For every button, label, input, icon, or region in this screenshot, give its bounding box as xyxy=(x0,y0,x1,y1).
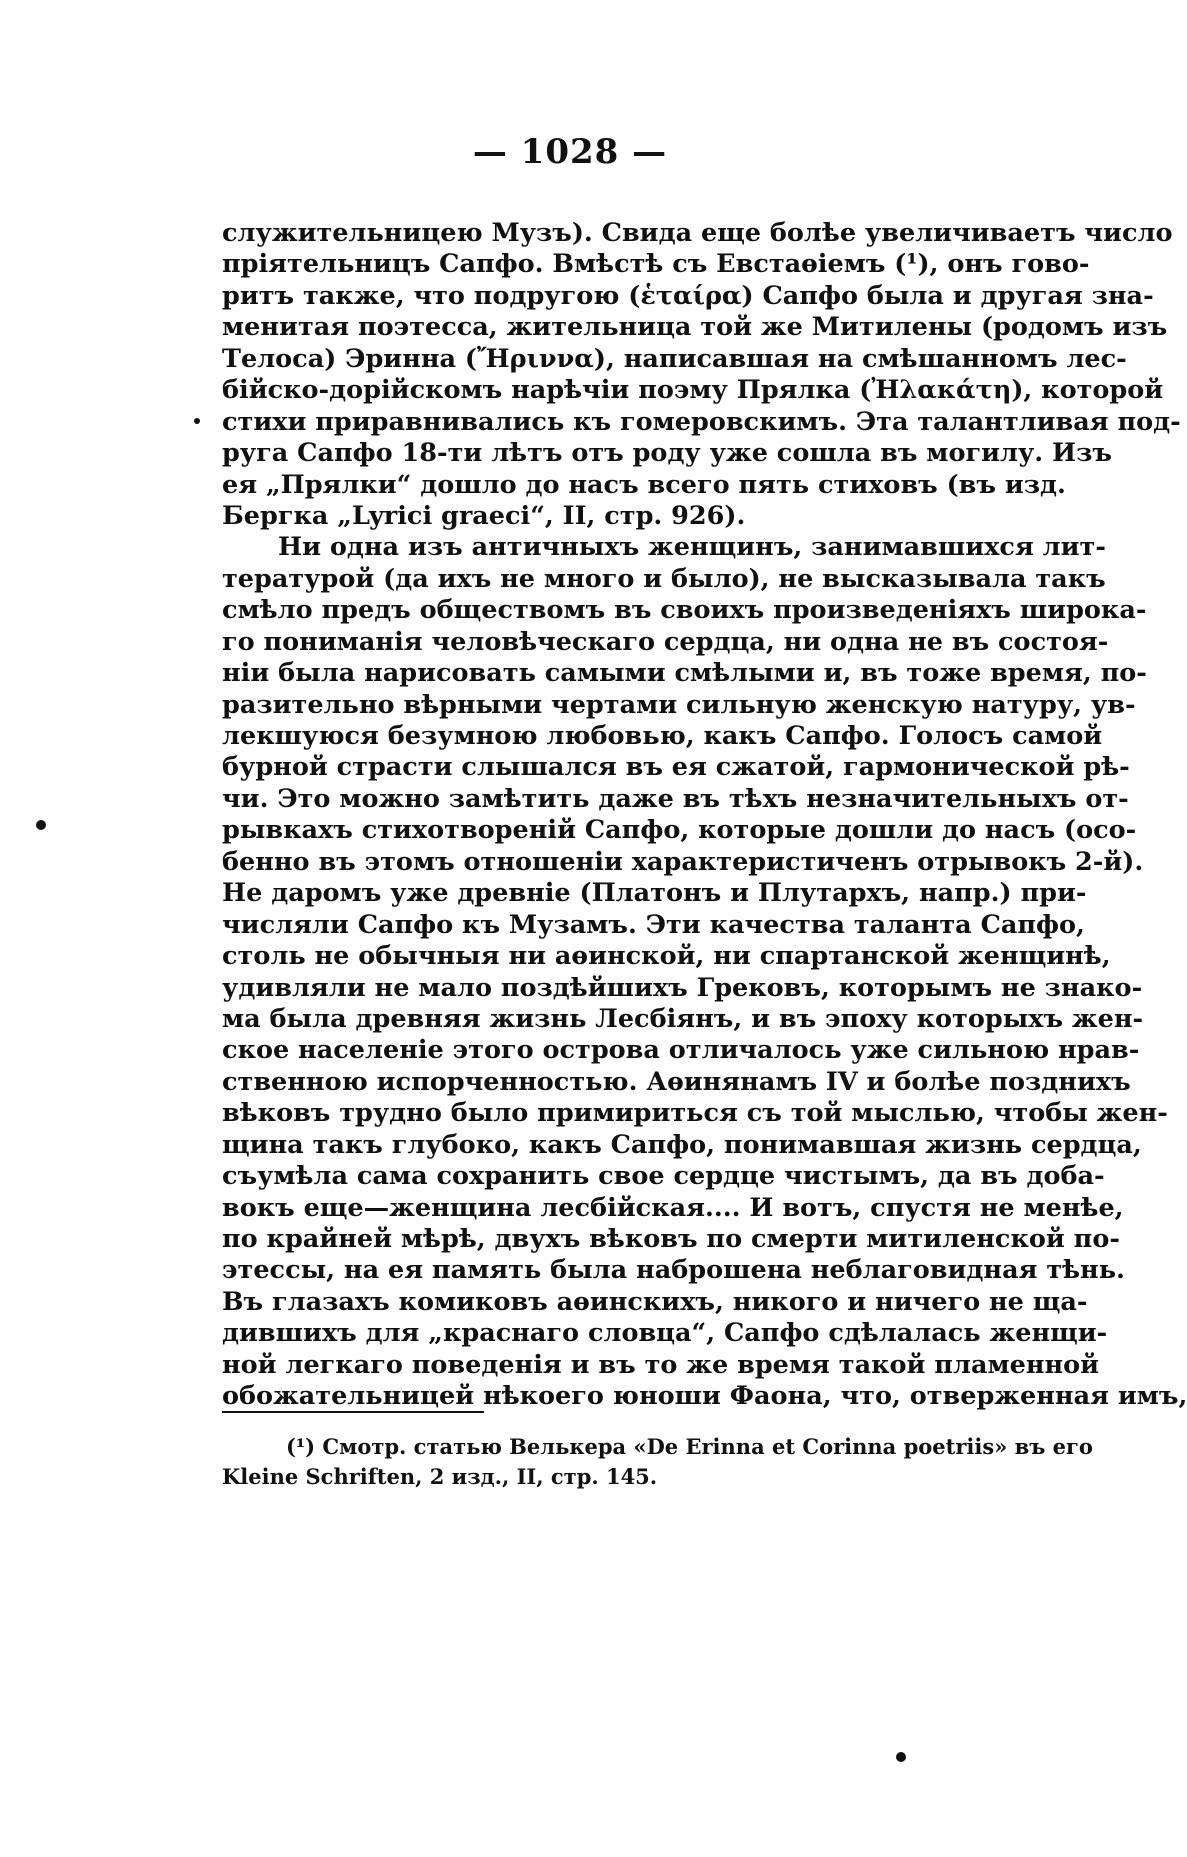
text-line: тературой (да ихъ не много и было), не высказывала такъ xyxy=(222,563,1106,594)
text-line: Телоса) Эринна (Ἤριννα), написавшая на смѣшанномъ лес- xyxy=(222,343,1127,374)
margin-speck xyxy=(896,1752,906,1762)
text-line: ніи была нарисовать самыми смѣлыми и, въ тоже время, по- xyxy=(222,658,1147,689)
text-line: менитая поэтесса, жительница той же Митилены (родомъ изъ xyxy=(222,312,1168,343)
text-line: съумѣла сама сохранить свое сердце чистымъ, да въ доба- xyxy=(222,1161,1105,1192)
footnote-line: (¹) Смотр. статью Велькера «De Erinna et Corinna poetriis» въ его xyxy=(286,1434,1093,1459)
text-line: бенно въ этомъ отношеніи характеристиченъ отрывокъ 2-й). xyxy=(222,846,1144,877)
text-line: стихи приравнивались къ гомеровскимъ. Эта талантливая под- xyxy=(222,406,1181,437)
footnote xyxy=(222,1432,1093,1492)
text-line: ственною испорченностью. Аѳинянамъ IV и болѣе позднихъ xyxy=(222,1066,1131,1097)
text-line: Не даромъ уже древніе (Платонъ и Плутархъ, напр.) при- xyxy=(222,878,1087,909)
text-line: столь не обычныя ни аѳинской, ни спартанской женщинѣ, xyxy=(222,941,1111,972)
text-line: ское населеніе этого острова отличалось уже сильною нрав- xyxy=(222,1035,1140,1066)
text-line: Въ глазахъ комиковъ аѳинскихъ, никого и ничего не ща- xyxy=(222,1286,1088,1317)
footnote-divider xyxy=(222,1411,484,1413)
text-line: бурной страсти слышался въ ея сжатой, гармонической рѣ- xyxy=(222,752,1130,783)
text-line: вѣковъ трудно было примириться съ той мыслью, чтобы жен- xyxy=(222,1098,1168,1129)
text-line: лекшуюся безумною любовью, какъ Сапфо. Голосъ самой xyxy=(222,721,1103,751)
text-line: руга Сапфо 18-ти лѣтъ отъ роду уже сошла въ могилу. Изъ xyxy=(222,438,1112,469)
text-line: дившихъ для „краснаго словца“, Сапфо сдѣлалась женщи- xyxy=(222,1318,1108,1349)
page-number: — 1028 — xyxy=(472,132,668,172)
text-line: бійско-дорійскомъ нарѣчіи поэму Прялка (Ἠλακάτη), которой xyxy=(222,375,1164,406)
paragraph-start-line: Ни одна изъ античныхъ женщинъ, занимавшихся лит- xyxy=(278,532,1106,563)
margin-speck xyxy=(36,820,46,830)
text-line: ма была древняя жизнь Лесбіянъ, и въ эпоху которыхъ жен- xyxy=(222,1003,1144,1034)
text-line: го пониманія человѣческаго сердца, ни одна не въ состоя- xyxy=(222,626,1109,657)
text-line: разительно вѣрными чертами сильную женскую натуру, ув- xyxy=(222,689,1136,720)
body-text xyxy=(222,218,1187,1413)
text-line: рывкахъ стихотвореній Сапфо, которые дошли до насъ (осо- xyxy=(222,815,1137,846)
text-line: смѣло предъ обществомъ въ своихъ произведеніяхъ широка- xyxy=(222,595,1147,626)
text-line: щина такъ глубоко, какъ Сапфо, понимавшая жизнь сердца, xyxy=(222,1129,1142,1160)
text-line: удивляли не мало поздѣйшихъ Грековъ, которымъ не знако- xyxy=(222,972,1143,1003)
text-line: ея „Прялки“ дошло до насъ всего пять стиховъ (въ изд. xyxy=(222,469,1066,500)
text-line: этессы, на ея память была наброшена неблаговидная тѣнь. xyxy=(222,1255,1125,1286)
text-line: ритъ также, что подругою (ἑταίρα) Сапфо была и другая зна- xyxy=(222,280,1154,311)
margin-speck xyxy=(194,418,200,424)
text-line: ной легкаго поведенія и въ то же время такой пламенной xyxy=(222,1349,1100,1380)
text-line: обожательницей нѣкоего юноши Фаона, что, отверженная имъ, xyxy=(222,1381,1187,1412)
text-line: пріятельницъ Сапфо. Вмѣстѣ съ Евстаѳіемъ (¹), онъ гово- xyxy=(222,249,1090,280)
footnote-line: Kleine Schriften, 2 изд., II, стр. 145. xyxy=(222,1464,658,1489)
text-line: вокъ еще—женщина лесбійская.... И вотъ, спустя не менѣе, xyxy=(222,1192,1124,1223)
paragraph-end-line: Бергка „Lyrici graeci“, II, стр. 926). xyxy=(222,500,746,531)
text-line: числяли Сапфо къ Музамъ. Эти качества таланта Сапфо, xyxy=(222,909,1085,940)
text-line: служительницею Музъ). Свида еще болѣе увеличиваетъ число xyxy=(222,218,1173,248)
text-line: по крайней мѣрѣ, двухъ вѣковъ по смерти митиленской по- xyxy=(222,1224,1120,1254)
text-line: чи. Это можно замѣтить даже въ тѣхъ незначительныхъ от- xyxy=(222,783,1129,814)
